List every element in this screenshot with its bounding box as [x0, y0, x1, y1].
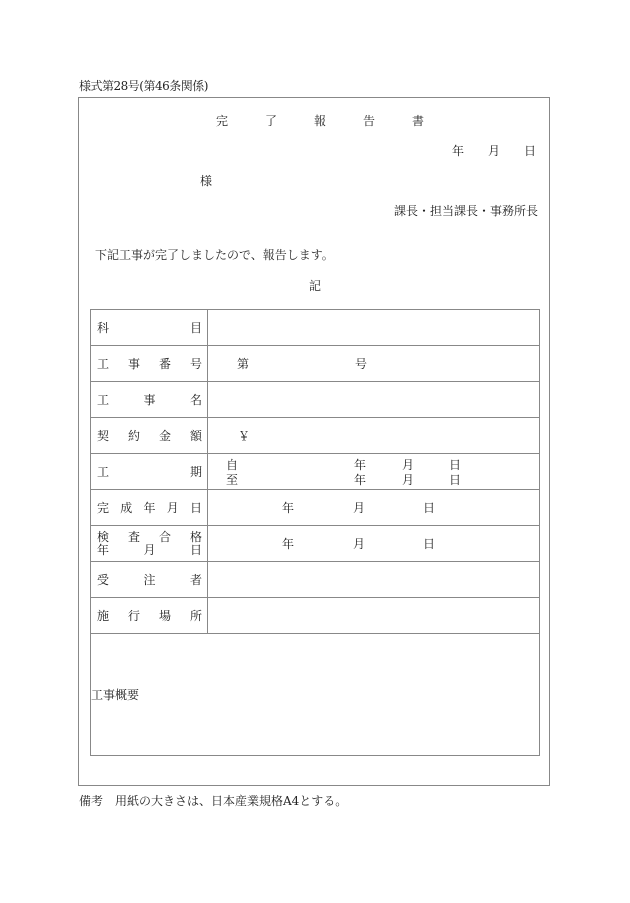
label-completion-date: 完 成 年 月 日	[91, 490, 208, 526]
report-date[interactable]	[452, 145, 536, 157]
work-number-field[interactable]: 第 号	[208, 346, 540, 382]
label-work-name: 工 事 名	[91, 382, 208, 418]
work-summary-field[interactable]	[91, 634, 540, 756]
work-period-field[interactable]: 自 年 月 日 至 年 月 日	[208, 454, 540, 490]
table-row	[91, 418, 540, 454]
contract-amount-field[interactable]	[208, 418, 540, 454]
label-work-number: 工 事 番 号	[91, 346, 208, 382]
label-work-period: 工 期	[91, 454, 208, 490]
inspection-date-field[interactable]: 年 月 日	[208, 526, 540, 562]
work-name-field[interactable]	[208, 382, 540, 418]
table-row	[91, 454, 540, 490]
table-row	[91, 598, 540, 634]
table-row	[91, 562, 540, 598]
form-number: 様式第28号(第46条関係)	[79, 79, 208, 93]
date-month-label: 月	[488, 144, 501, 158]
label-contractor: 受 注 者	[91, 562, 208, 598]
report-table	[90, 309, 540, 756]
label-inspection-date: 検 査 合 格 年 月 日	[91, 526, 208, 562]
work-summary-label: 工事概要	[91, 688, 140, 702]
table-row	[91, 346, 540, 382]
intro-text: 下記工事が完了しましたので、報告します。	[95, 248, 334, 262]
date-year-label: 年	[452, 144, 465, 158]
label-contract-amount: 契 約 金 額	[91, 418, 208, 454]
label-work-location: 施 行 場 所	[91, 598, 208, 634]
footnote: 備考 用紙の大きさは、日本産業規格A4とする。	[79, 794, 348, 808]
label-subject: 科 目	[91, 310, 208, 346]
table-row	[91, 310, 540, 346]
yen-symbol: ￥	[238, 429, 251, 443]
table-row	[91, 634, 540, 756]
work-location-field[interactable]	[208, 598, 540, 634]
document-title: 完 了 報 告 書	[216, 114, 425, 128]
table-row	[91, 526, 540, 562]
completion-date-field[interactable]: 年 月 日	[208, 490, 540, 526]
subject-field[interactable]	[208, 310, 540, 346]
addressee-field[interactable]: 様	[200, 174, 213, 188]
table-row	[91, 382, 540, 418]
ki-heading: 記	[309, 279, 322, 293]
sender-title: 課長・担当課長・事務所長	[394, 204, 539, 218]
contractor-field[interactable]	[208, 562, 540, 598]
table-row	[91, 490, 540, 526]
date-day-label: 日	[524, 144, 537, 158]
